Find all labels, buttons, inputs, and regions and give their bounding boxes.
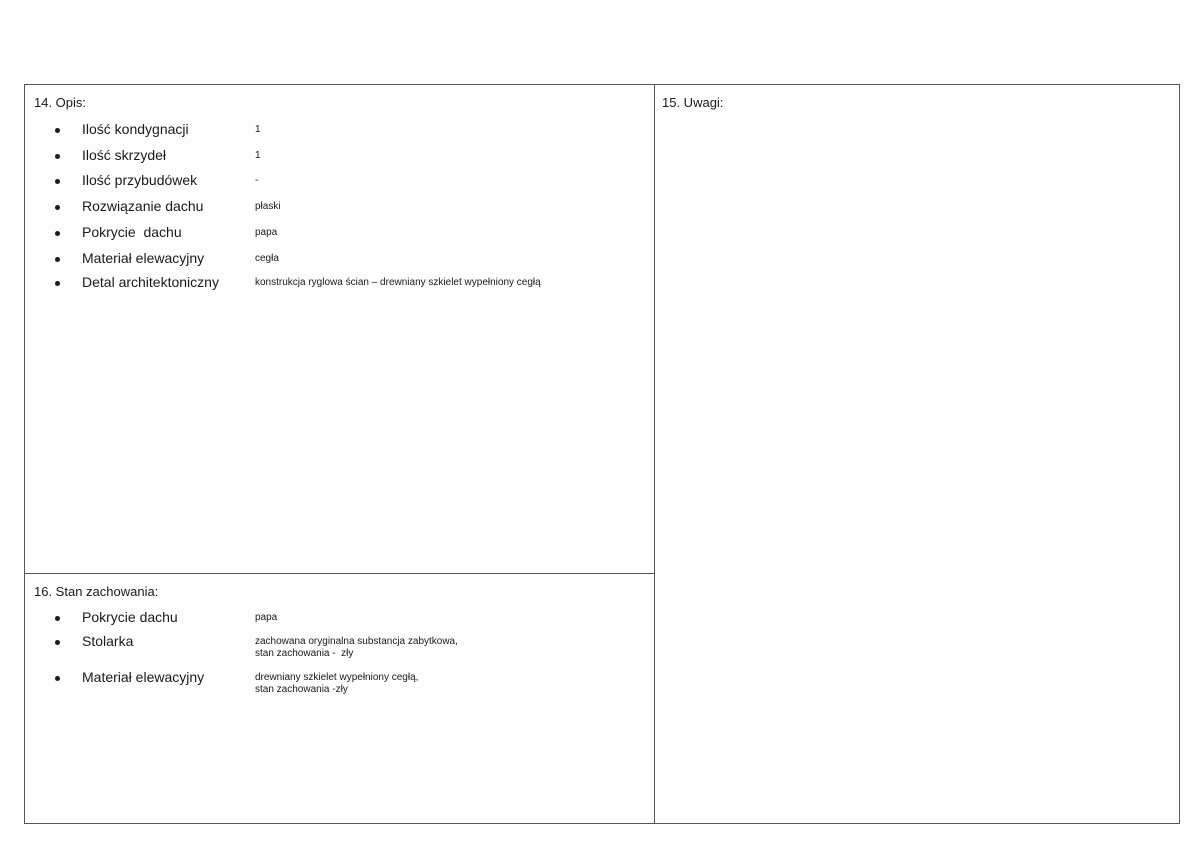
item-value (255, 612, 277, 624)
bullet-icon (55, 154, 60, 159)
section-uwagi (655, 85, 1179, 823)
form-table (24, 84, 1180, 824)
item-value (255, 636, 458, 660)
item-value: płaski (255, 201, 281, 212)
item-value: 1 (255, 124, 261, 135)
item-label: Stolarka (82, 633, 134, 649)
item-value: cegła (255, 253, 279, 264)
item-value: papa (255, 227, 278, 238)
item-value: 1 (255, 150, 261, 161)
bullet-icon (55, 616, 60, 621)
bullet-icon (55, 281, 60, 286)
item-value-line: zachowana oryginalna substancja zabytkowa, (255, 636, 458, 647)
item-value-line: papa (255, 612, 278, 623)
left-column (25, 85, 655, 823)
item-label: Pokrycie dachu (82, 224, 182, 240)
section-title-uwagi: 15. Uwagi: (662, 95, 724, 110)
section-opis (25, 85, 654, 574)
item-label: Materiał elewacyjny (82, 250, 205, 266)
item-label: Ilość skrzydeł (82, 147, 167, 163)
item-label: Ilość przybudówek (82, 172, 198, 188)
item-value-line: stan zachowania -zły (255, 684, 348, 695)
bullet-icon (55, 179, 60, 184)
section-title-stan: 16. Stan zachowania: (34, 584, 159, 599)
item-label: Pokrycie dachu (82, 609, 178, 625)
item-value (255, 672, 418, 696)
item-value: - (255, 175, 259, 186)
bullet-icon (55, 257, 60, 262)
item-label: Ilość kondygnacji (82, 121, 189, 137)
section-stan-zachowania (25, 574, 654, 823)
bullet-icon (55, 231, 60, 236)
bullet-icon (55, 676, 60, 681)
item-label: Detal architektoniczny (82, 274, 219, 290)
item-value-line: drewniany szkielet wypełniony cegłą, (255, 672, 419, 683)
item-value: konstrukcja ryglowa ścian – drewniany szkielet wypełniony cegłą (255, 277, 541, 288)
item-label: Materiał elewacyjny (82, 669, 205, 685)
bullet-icon (55, 640, 60, 645)
bullet-icon (55, 128, 60, 133)
item-label: Rozwiązanie dachu (82, 198, 204, 214)
section-title-opis: 14. Opis: (34, 95, 87, 110)
item-value-line: stan zachowania - zły (255, 648, 354, 659)
bullet-icon (55, 205, 60, 210)
